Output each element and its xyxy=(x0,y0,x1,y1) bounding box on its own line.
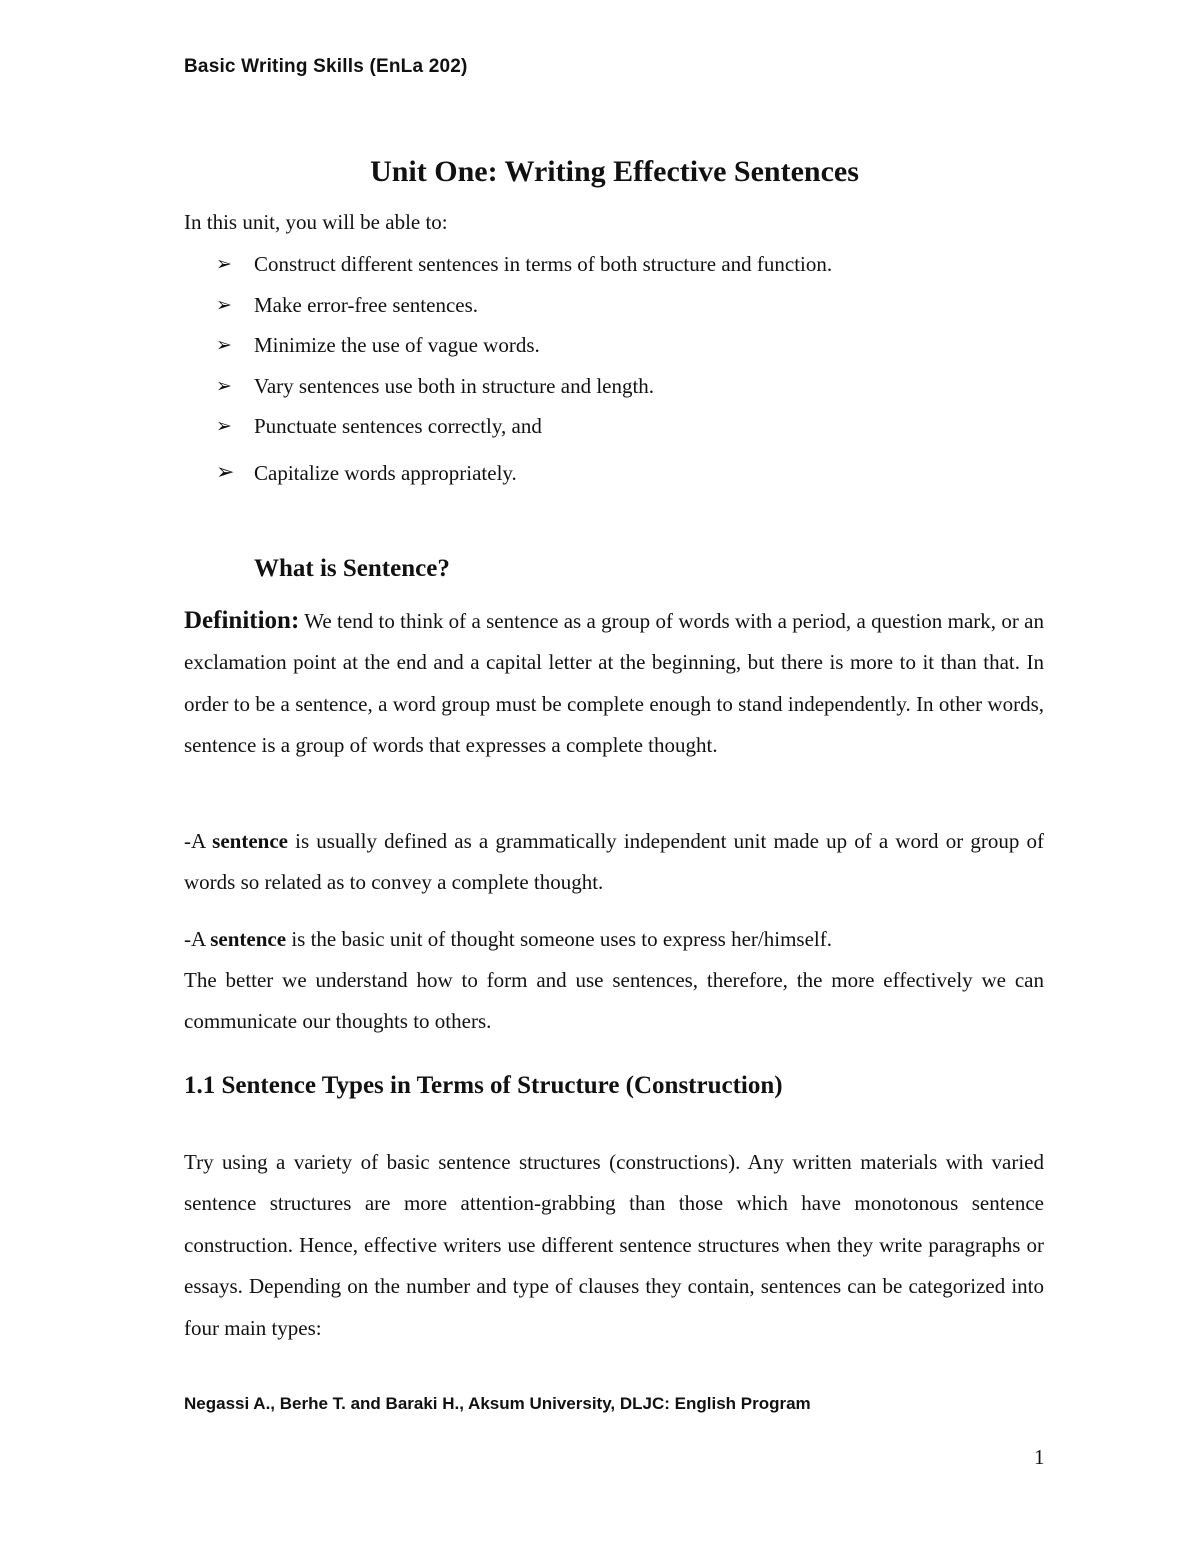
definition-label: Definition: xyxy=(184,607,300,634)
objectives-list xyxy=(216,248,832,497)
arrow-bullet-icon: ➢ xyxy=(216,334,232,356)
unit-title: Unit One: Writing Effective Sentences xyxy=(370,155,859,188)
para-text: is usually defined as a grammatically independent unit made up of a word or group of words so related as to convey a complete thought. xyxy=(184,829,1045,895)
objective-text: Vary sentences use both in structure and length. xyxy=(254,373,655,398)
objective-text: Make error-free sentences. xyxy=(254,292,479,317)
section-1-1-heading: 1.1 Sentence Types in Terms of Structure (Construction) xyxy=(184,1072,783,1099)
objective-item xyxy=(216,457,832,498)
objective-text: Capitalize words appropriately. xyxy=(254,460,517,485)
arrow-bullet-icon: ➢ xyxy=(216,253,232,275)
sentence-term: sentence xyxy=(212,829,288,853)
definition-paragraph xyxy=(184,600,1044,767)
sentence-definition-2 xyxy=(184,919,1044,960)
footer-authors: Negassi A., Berhe T. and Baraki H., Aksum University, DLJC: English Program xyxy=(184,1394,811,1413)
para-text: is the basic unit of thought someone uses to express her/himself. xyxy=(286,927,832,951)
arrow-bullet-icon: ➢ xyxy=(216,374,232,397)
objective-item xyxy=(216,370,832,411)
objective-item xyxy=(216,289,832,330)
what-is-sentence-heading: What is Sentence? xyxy=(254,555,450,582)
arrow-bullet-icon: ➢ xyxy=(216,293,232,316)
page-number: 1 xyxy=(1034,1445,1045,1469)
definition-text: We tend to think of a sentence as a group of words with a period, a question mark, or an exclamation point at the end and a capital letter at the beginning, but there is more to it than that. In order to be a sentence, a word group must be complete enough to stand independently. In other words, sentence is a group of words that expresses a complete thought. xyxy=(184,609,1044,758)
running-header: Basic Writing Skills (EnLa 202) xyxy=(184,56,468,77)
objective-item xyxy=(216,410,832,451)
para-prefix: -A xyxy=(184,927,211,951)
objective-item xyxy=(216,248,832,289)
objective-text: Minimize the use of vague words. xyxy=(254,333,540,357)
sentence-definition-1 xyxy=(184,821,1044,904)
arrow-bullet-icon: ➢ xyxy=(216,459,235,485)
objective-text: Construct different sentences in terms of both structure and function. xyxy=(254,252,833,276)
objective-item xyxy=(216,329,832,370)
unit-intro: In this unit, you will be able to: xyxy=(184,210,448,234)
arrow-bullet-icon: ➢ xyxy=(216,415,232,437)
para-prefix: -A xyxy=(184,829,213,853)
objective-text: Punctuate sentences correctly, and xyxy=(254,414,542,438)
sentence-structure-paragraph: Try using a variety of basic sentence structures (constructions). Any written materials with varied sentence structures are more attention-grabbing than those which have monotonous sentence construction. Hence, effective writers use different sentence structures when they write paragraphs or essays. Depending on the number and type of clauses they contain, sentences can be categorized into four main types: xyxy=(184,1150,1044,1340)
communication-paragraph: The better we understand how to form and use sentences, therefore, the more effectively we can communicate our thoughts to others. xyxy=(184,968,1044,1034)
sentence-term: sentence xyxy=(210,927,287,951)
